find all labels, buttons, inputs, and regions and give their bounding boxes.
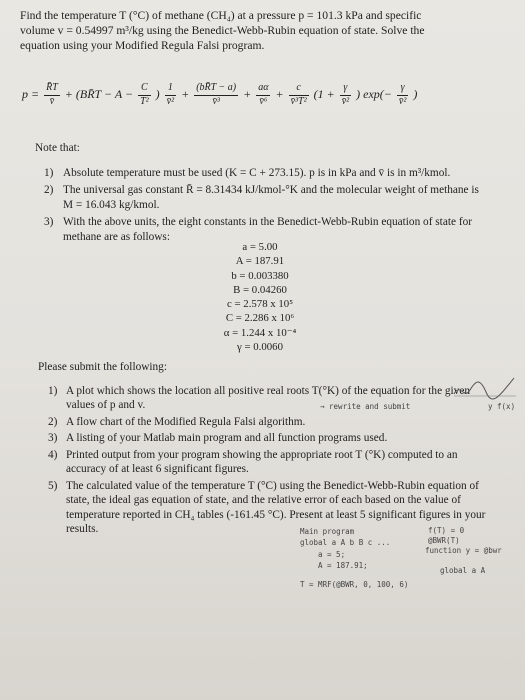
task-item: 2) A flow chart of the Modified Regula Falsi algorithm. (48, 415, 306, 428)
handwritten-code-line-4: A = 187.91; (318, 561, 368, 570)
handwritten-task2-note: → rewrite and submit (320, 402, 411, 411)
bwr-equation: p = $\frac{R̄T}{v̄}$ + (BR̄T − A − $\frac{C}{\text{T²}}$ ) $\frac{1}{\text{v̄²}}$ + $\frac{(bR̄T - a)}{\text{v̄³}}$ + $\frac{a\alpha}{\text{v̄⁶}}$ + $\frac{c}{\text{v̄³T²}}$ (1 + $\frac{\gamma}{\text{v̄²}}$ ) exp(− $\frac{\gamma}{\text{v̄²}}$ ) (22, 82, 418, 107)
constant-a: a = 5.00 (242, 241, 278, 253)
eq-term-5: $\frac{c}{\text{v̄³T²}}$ (290, 82, 307, 107)
constant-A: A = 187.91 (235, 255, 285, 268)
eq-term-1: $\frac{R̄T}{v̄}$ (46, 82, 58, 107)
handwritten-code-line-5: T = MRF(@BWR, 0, 100, 6) (300, 580, 409, 589)
handwritten-corner-note: y f(x) (488, 402, 516, 411)
task-item: 3) A listing of your Matlab main program and all function programs used. (48, 432, 388, 445)
handwritten-code-line-2: global a A b B c ... (300, 538, 391, 547)
task-item: 4) Printed output from your program showing the appropriate root T (°K) computed to an accuracy of at least 6 significant figures. (48, 448, 458, 476)
handwritten-curve-sketch (452, 372, 518, 402)
constant-gamma: γ = 0.0060 (237, 340, 283, 353)
task-list (48, 384, 488, 539)
bwr-constants (205, 240, 315, 354)
note-item: 1) Absolute temperature must be used (K = C + 273.15). p is in kPa and v̄ is in m³/kmol. (44, 167, 451, 179)
task-item: 1) A plot which shows the location all positive real roots T(°K) of the equation for the given values of p and v. (48, 385, 471, 412)
handwritten-function-line-3: function y = @bwr (425, 546, 502, 555)
submit-heading: Please submit the following: (38, 361, 167, 373)
note-item: 2) The universal gas constant R̄ = 8.31434 kJ/kmol-°K and the molecular weight of methane is M = 16.043 kg/kmol. (44, 184, 479, 211)
problem-line-2: volume v = 0.54997 m³/kg using the Benedict-Webb-Rubin equation of state. Solve the (20, 24, 425, 38)
handwritten-code-line-3: a = 5; (318, 550, 346, 559)
handwritten-code-line-1: Main program (300, 527, 355, 536)
constant-alpha: α = 1.244 x 10⁻⁴ (223, 326, 297, 339)
notes-heading: Note that: (35, 142, 80, 154)
notes-list (44, 166, 489, 247)
constant-b: b = 0.003380 (231, 269, 289, 282)
problem-statement (20, 8, 500, 53)
eq-term-3: $\frac{(bR̄T - a)}{\text{v̄³}}$ (196, 82, 237, 107)
handwritten-function-line-1: f(T) = 0 (428, 526, 465, 535)
note-item: 3) With the above units, the eight constants in the Benedict-Webb-Rubin equation of state for methane are as follows: (44, 216, 472, 243)
problem-line-3: equation using your Modified Regula Falsi program. (20, 39, 265, 53)
constant-C: C = 2.286 x 10⁶ (225, 312, 295, 325)
handwritten-function-line-2: @BWR(T) (428, 536, 460, 545)
eq-term-4: $\frac{a\alpha}{\text{v̄⁶}}$ (258, 82, 269, 107)
constant-B: B = 0.04260 (233, 283, 287, 296)
eq-lhs: p = (22, 87, 40, 102)
handwritten-function-line-4: global a A (440, 566, 486, 575)
problem-line-1: Find the temperature T (°C) of methane (CH₄) at a pressure p = 101.3 kPa and specific (20, 9, 422, 22)
eq-term-2: (BR̄T − A − (75, 87, 134, 102)
constant-c: c = 2.578 x 10⁵ (227, 298, 293, 310)
task-item: 5) The calculated value of the temperature T (°C) using the Benedict-Webb-Rubin equation of state, the ideal gas equation of state, and the relative error of each based on the value of temperature reported in CH₄ tables (-161.45 °C). Present at least 5 significant figures in your results. (48, 479, 486, 536)
